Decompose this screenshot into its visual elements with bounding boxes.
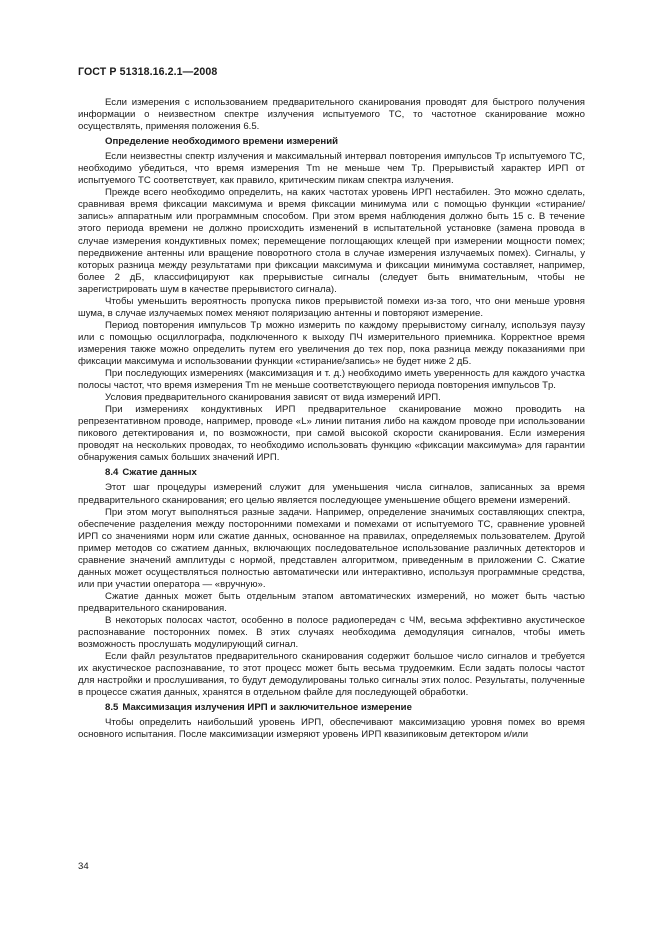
- paragraph: Сжатие данных может быть отдельным этапом автоматических измерений, но может быть частью предварительного сканирования.: [78, 590, 585, 614]
- paragraph: Чтобы определить наибольший уровень ИРП, обеспечивают максимизацию уровня помех во время основного испытания. После максимизации измеряют уровень ИРП квазипиковым детектором и/или: [78, 717, 585, 741]
- paragraph: При этом могут выполняться разные задачи. Например, определение значимых составляющих спектра, обеспечение разделения между посторонними помехами и помехами от испытуемого ТС, сравнение уровней ИРП со значениями норм или сжатие данных, основанное на правилах, определяемых пользователем. Другой пример методов со сжатием данных, включающих последовательное использование различных детекторов и сравнение значений амплитуды с нормой, представлен алгоритмом, приведенным в приложении С. Сжатие данных может осуществляться полностью автоматически или интерактивно, используя программные средства, или при участии оператора — «вручную».: [78, 506, 585, 590]
- page-number: 34: [78, 861, 89, 872]
- paragraph: Если файл результатов предварительного сканирования содержит большое число сигналов и требуется их акустическое распознавание, то этот процесс может быть весьма трудоемким. Если задать полосы частот для настройки и прослушивания, то будут демодулированы только сигналы этих полос. Результаты, полученные в процессе сжатия данных, хранятся в отдельном файле для последующей обработки.: [78, 651, 585, 699]
- section-number: 8.5: [105, 702, 119, 714]
- paragraph: Чтобы уменьшить вероятность пропуска пиков прерывистой помехи из-за того, что они меньше уровня шума, в случае излучаемых помех меняют поляризацию антенны и повторяют измерение.: [78, 295, 585, 319]
- paragraph: Если измерения с использованием предварительного сканирования проводят для быстрого получения информации о неизвестном спектре излучения испытуемого ТС, то частотное сканирование можно осуществлять, применяя положения 6.5.: [78, 97, 585, 133]
- section-heading: [78, 467, 585, 479]
- paragraph: В некоторых полосах частот, особенно в полосе радиопередач с ЧМ, весьма эффективно акустическое распознавание посторонних помех. В этих случаях необходима демодуляция сигналов, чтобы иметь возможность прослушать модулирующий сигнал.: [78, 614, 585, 651]
- paragraph: Условия предварительного сканирования зависят от вида измерений ИРП.: [105, 392, 441, 404]
- document-header: ГОСТ Р 51318.16.2.1—2008: [78, 66, 218, 78]
- paragraph: Если неизвестны спектр излучения и максимальный интервал повторения импульсов Tp испытуемого ТС, необходимо убедиться, что время измерения Tm не меньше чем Tp. Прерывистый характер ИРП от испытуемого ТС соответствует, как правило, критическим пикам спектра излучения.: [78, 151, 585, 187]
- document-body: [78, 97, 585, 741]
- section-title: Максимизация излучения ИРП и заключительное измерение: [122, 702, 412, 714]
- paragraph: При последующих измерениях (максимизация и т. д.) необходимо иметь уверенность для каждого участка полосы частот, что время измерения Tm не меньше соответствующего периода повторения импульсов Tp.: [78, 368, 585, 392]
- paragraph: Период повторения импульсов Tp можно измерить по каждому прерывистому сигналу, используя паузу или с помощью осциллографа, подключенного к выходу ПЧ измерительного приемника. Корректное время измерения также можно определить путем его увеличения до тех пор, пока разница между показаниями при фиксации максимума и использовании функции «стирание/запись» не будет ниже 2 дБ.: [78, 319, 585, 367]
- paragraph: При измерениях кондуктивных ИРП предварительное сканирование можно проводить на репрезентативном проводе, например, проводе «L» линии питания либо на каждом проводе при использовании пикового детектирования и, по возможности, при самой высокой скорости сканирования. Если измерения проводят на нескольких проводах, то необходимо использовать функцию «фиксации максимума» для гарантии обнаружения самых больших значений ИРП.: [78, 404, 585, 464]
- paragraph: Этот шаг процедуры измерений служит для уменьшения числа сигналов, записанных за время предварительного сканирования; его целью является последующее уменьшение общего времени измерений.: [78, 482, 585, 506]
- paragraph: Прежде всего необходимо определить, на каких частотах уровень ИРП нестабилен. Это можно сделать, сравнивая время фиксации максимума и время фиксации минимума или с помощью функции «стирание/запись» аппаратным или программным способом. При этом время наблюдения должно быть 15 с. В течение этого периода времени не должно происходить изменений в испытательной установке (замена провода в случае измерения кондуктивных помех; перемещение поглощающих клещей при измерении мощности помех; передвижение антенны или вращение поворотного стола в случае измерения излучаемых помех). Сигналы, у которых разница между результатами при фиксации максимума и фиксации минимума составляет, например, более 2 дБ, классифицируют как прерывистые сигналы (следует быть внимательным, чтобы не зарегистрировать шум в качестве прерывистого сигнала).: [78, 187, 585, 295]
- section-number: 8.4: [105, 467, 119, 479]
- section-heading: [78, 702, 585, 714]
- section-title: Сжатие данных: [122, 467, 197, 479]
- subheading: Определение необходимого времени измерений: [105, 136, 338, 148]
